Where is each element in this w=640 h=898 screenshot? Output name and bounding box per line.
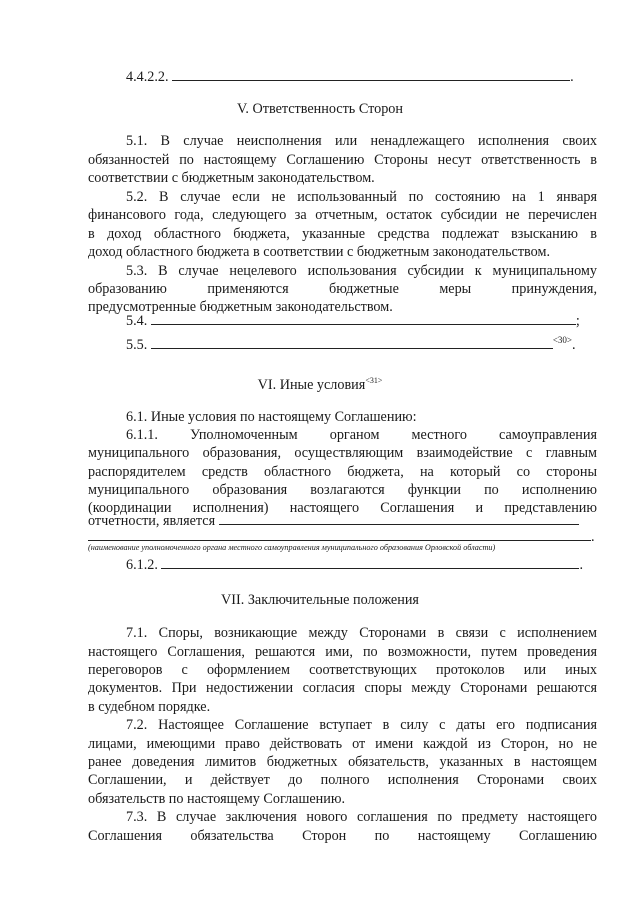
p72-line-4: Соглашении, и действует до полного исполнения Сторонами своих xyxy=(88,772,597,788)
p73-line-2: Соглашения обязательства Сторон по настоящему Соглашению xyxy=(88,828,597,844)
footnote-ref: <31> xyxy=(365,376,383,385)
p611-line-6-text: отчетности, является xyxy=(88,513,216,529)
clause-number: 5.4. xyxy=(126,313,148,329)
p72-line-1: 7.2. Настоящее Соглашение вступает в силу с даты его подписания xyxy=(126,717,597,733)
p72-line-2: лицами, имеющими право действовать от имени каждой из Сторон, но не xyxy=(88,736,597,752)
p53-line-1: 5.3. В случае нецелевого использования субсидии к муниципальному xyxy=(126,263,597,279)
p51-line-3: соответствии с бюджетным законодательством. xyxy=(88,170,375,186)
section-7-title: VII. Заключительные положения xyxy=(221,592,419,608)
fill-in-blank xyxy=(172,69,570,81)
section-6-title-text: VI. Иные условия xyxy=(257,377,366,393)
clause-end: . xyxy=(591,529,595,545)
clause-end: . xyxy=(579,557,584,573)
clause-5-4 xyxy=(126,312,580,330)
clause-4-4-2-2 xyxy=(126,68,574,86)
p611-line-2: муниципального образования, осуществляющим взаимодействие с главным xyxy=(88,445,597,461)
section-6-title xyxy=(0,372,640,394)
p611-line-4: муниципального образования возлагаются функции по исполнению xyxy=(88,482,597,498)
p71-line-1: 7.1. Споры, возникающие между Сторонами в связи с исполнением xyxy=(126,625,597,641)
p72-line-5: обязательств по настоящему Соглашению. xyxy=(88,791,346,807)
fill-in-blank xyxy=(151,313,576,325)
p52-line-3: в доход областного бюджета, указанные средства подлежат взысканию в xyxy=(88,226,597,242)
clause-number: 6.1.2. xyxy=(126,557,158,573)
fill-in-blank xyxy=(219,513,579,525)
clause-5-5 xyxy=(126,331,576,354)
fill-in-blank xyxy=(88,529,591,541)
clause-number: 4.4.2.2. xyxy=(126,69,169,85)
p52-line-1: 5.2. В случае если не использованный по состоянию на 1 января xyxy=(126,189,597,205)
p61: 6.1. Иные условия по настоящему Соглашению: xyxy=(126,409,417,425)
p51-line-2: обязанностей по настоящему Соглашению Стороны несут ответственность в xyxy=(88,152,597,168)
p71-line-3: переговоров с оформлением соответствующих протоколов или иных xyxy=(88,662,597,678)
footnote-ref: <30> xyxy=(552,335,572,345)
p71-line-4: документов. При недостижении согласия споры между Сторонами решаются xyxy=(88,680,597,696)
p52-line-2: финансового года, следующего за отчетным, остаток субсидии не перечислен xyxy=(88,207,597,223)
clause-number: 5.5. xyxy=(126,337,148,353)
p53-line-3: предусмотренные бюджетным законодательством. xyxy=(88,299,393,315)
clause-end: . xyxy=(570,69,574,85)
p611-line-5: (координации исполнения) настоящего Соглашения и представлению xyxy=(88,500,597,516)
p73-line-1: 7.3. В случае заключения нового соглашения по предмету настоящего xyxy=(126,809,597,825)
p72-line-3: ранее доведения лимитов бюджетных обязательств, указанных в настоящем xyxy=(88,754,597,770)
fill-in-blank xyxy=(151,337,553,349)
p611-line-3: распорядителем средств областного бюджета, на который со стороны xyxy=(88,464,597,480)
blank-caption: (наименование уполномоченного органа местного самоуправления муниципального образования Орловской области) xyxy=(88,543,496,552)
fill-in-blank xyxy=(161,557,579,569)
p52-line-4: доход областного бюджета в соответствии с бюджетным законодательством. xyxy=(88,244,550,260)
p51-line-1: 5.1. В случае неисполнения или ненадлежащего исполнения своих xyxy=(126,133,597,149)
p71-line-2: настоящего Соглашения, решаются ими, по возможности, путем проведения xyxy=(88,644,597,660)
clause-6-1-2 xyxy=(126,556,583,574)
section-5-title: V. Ответственность Сторон xyxy=(237,101,403,117)
p611-line-1: 6.1.1. Уполномоченным органом местного самоуправления xyxy=(126,427,597,443)
clause-end: ; xyxy=(575,313,580,329)
p71-line-5: в судебном порядке. xyxy=(88,699,211,715)
p53-line-2: образованию применяются бюджетные меры принуждения, xyxy=(88,281,597,297)
clause-end: . xyxy=(571,337,576,353)
